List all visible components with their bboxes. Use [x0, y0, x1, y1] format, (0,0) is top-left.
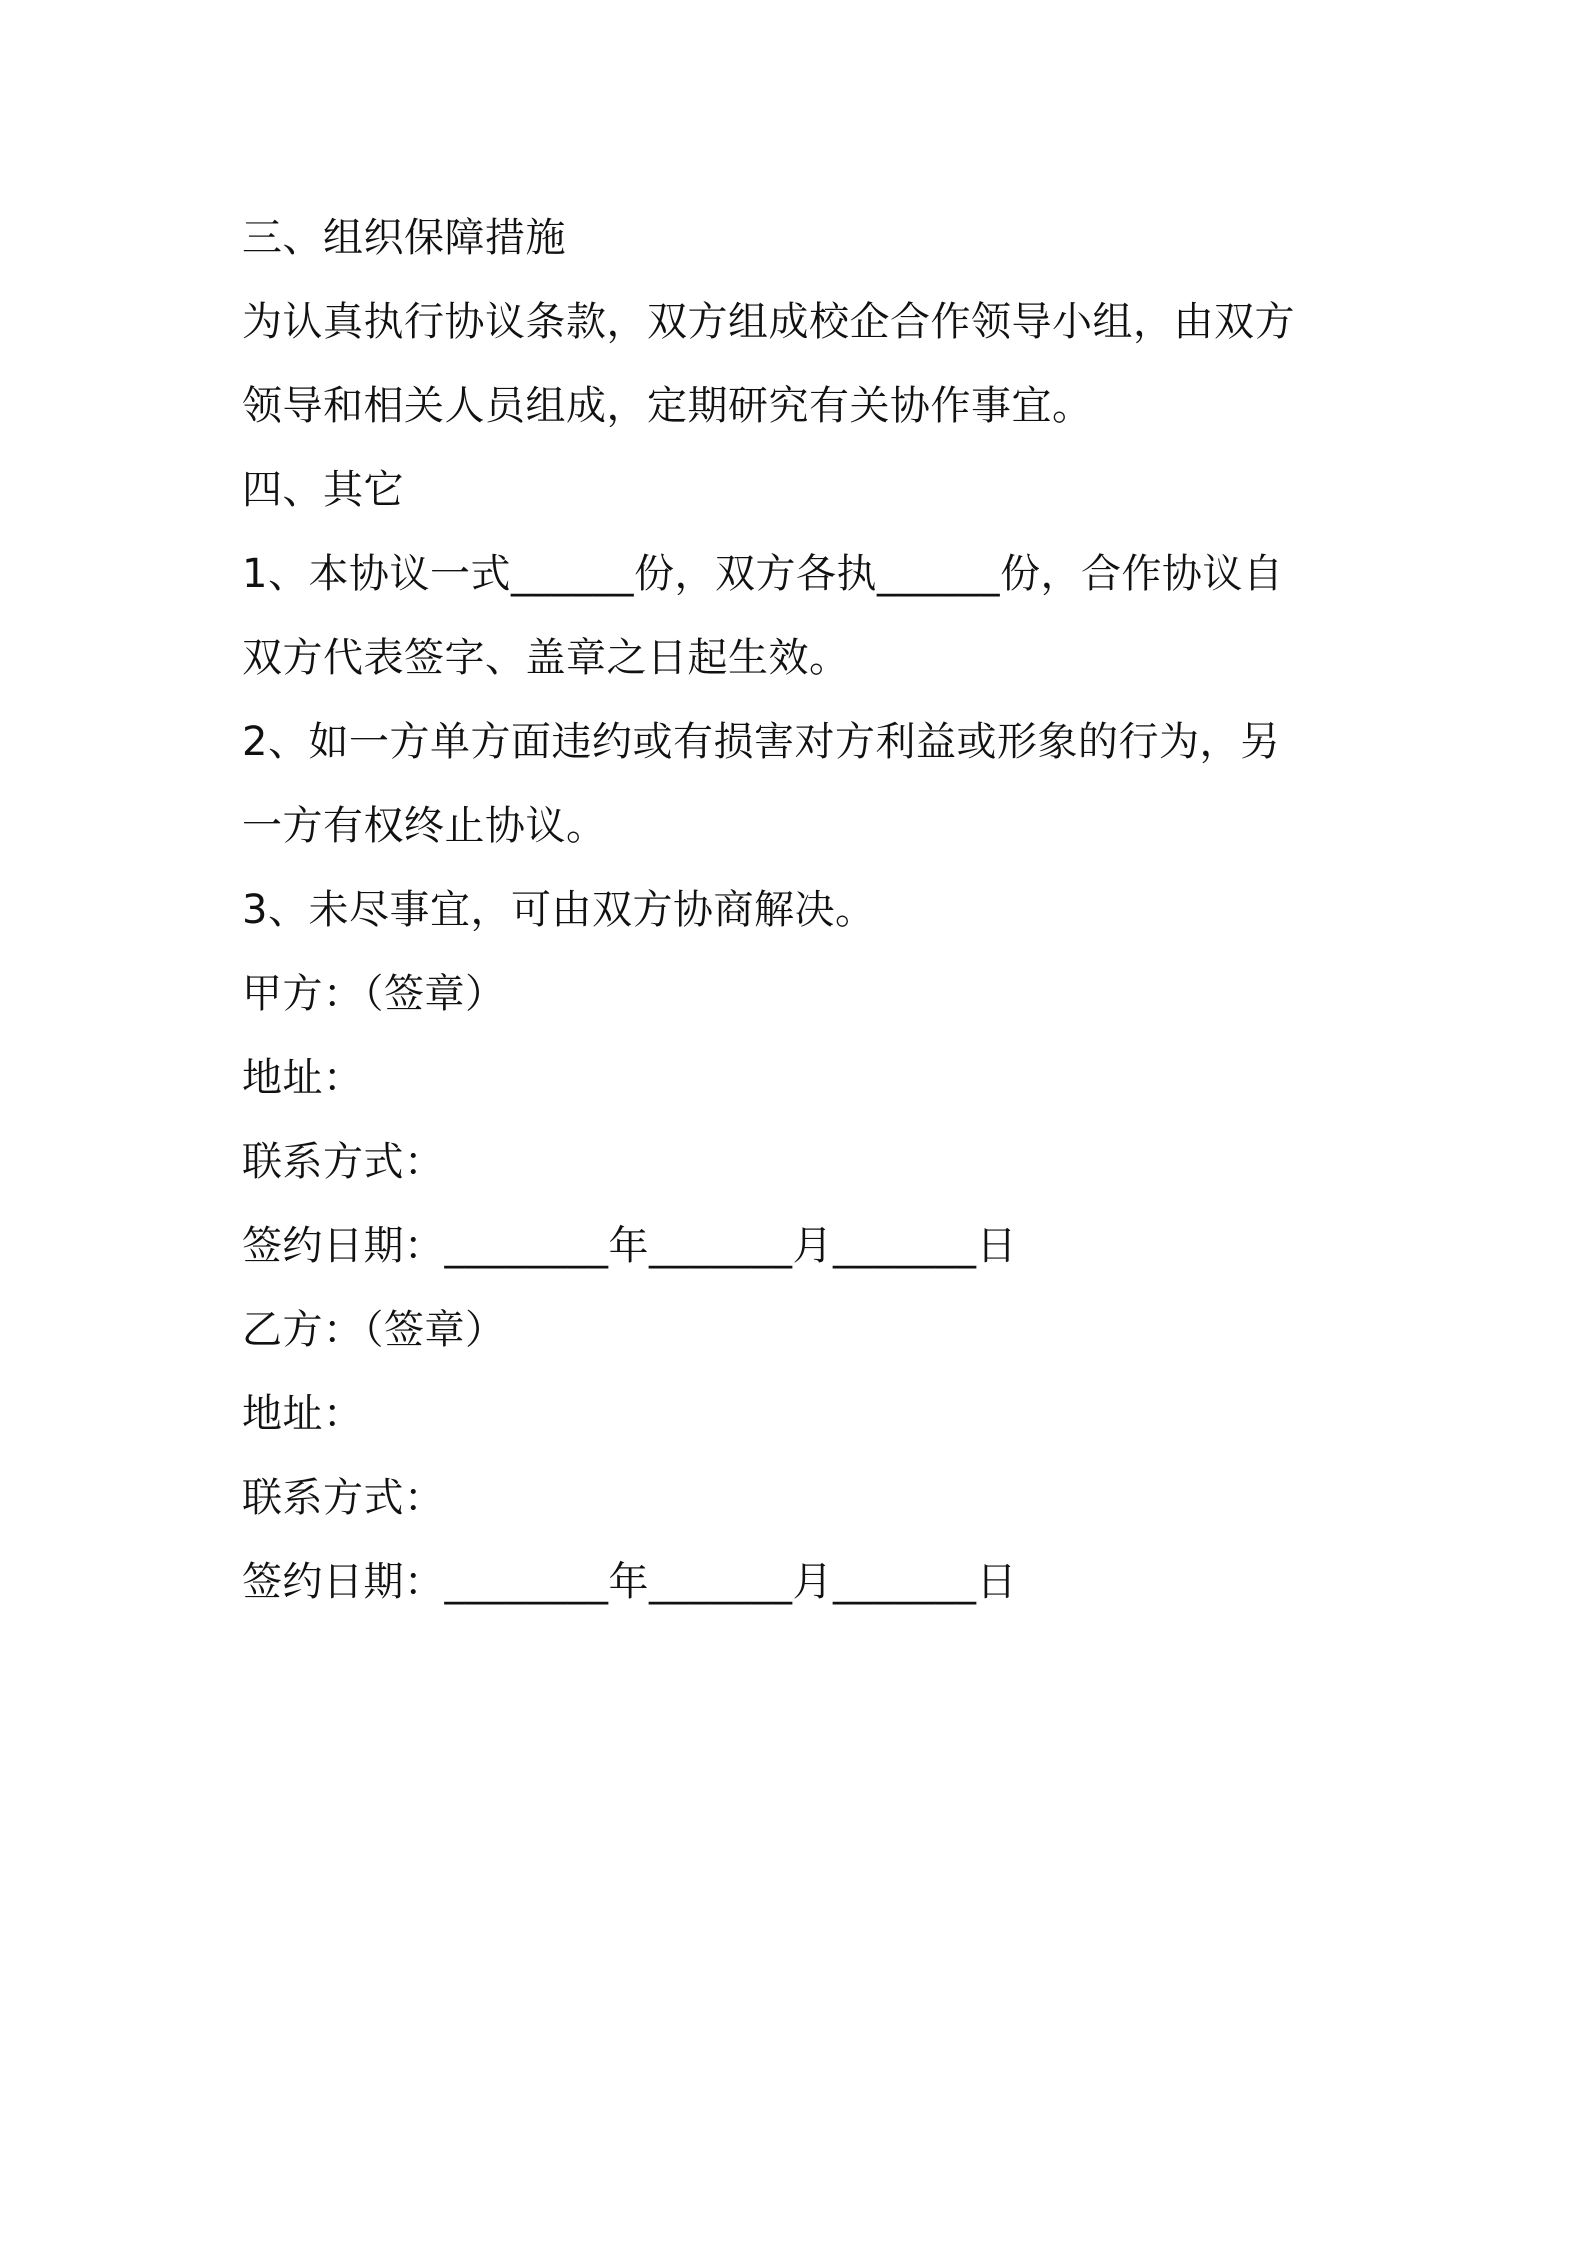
- document-body: [242, 196, 1362, 1624]
- clause-item-1-continued: 双方代表签字、盖章之日起生效。: [242, 635, 850, 681]
- paragraph-line: 为认真执行协议条款，双方组成校企合作领导小组，由双方: [242, 299, 1295, 345]
- clause-item-2-continued: 一方有权终止协议。: [242, 803, 607, 849]
- clause-item-3: 3、未尽事宜，可由双方协商解决。: [242, 887, 876, 933]
- party-a-address: 地址：: [242, 1055, 364, 1101]
- party-a-sign-date: 签约日期：________年_______月_______日: [242, 1223, 1017, 1269]
- party-b-contact: 联系方式：: [242, 1475, 445, 1521]
- party-a-contact: 联系方式：: [242, 1139, 445, 1185]
- party-b-sign-date: 签约日期：________年_______月_______日: [242, 1559, 1017, 1605]
- party-a-label: 甲方：（签章）: [242, 971, 506, 1017]
- party-b-address: 地址：: [242, 1391, 364, 1437]
- paragraph-line: 领导和相关人员组成，定期研究有关协作事宜。: [242, 383, 1093, 429]
- party-b-label: 乙方：（签章）: [242, 1307, 506, 1353]
- clause-item-1: 1、本协议一式______份，双方各执______份，合作协议自: [242, 551, 1284, 597]
- clause-item-2: 2、如一方单方面违约或有损害对方利益或形象的行为，另: [242, 719, 1281, 765]
- section-heading-other: 四、其它: [242, 467, 404, 513]
- section-heading-organization: 三、组织保障措施: [242, 215, 566, 261]
